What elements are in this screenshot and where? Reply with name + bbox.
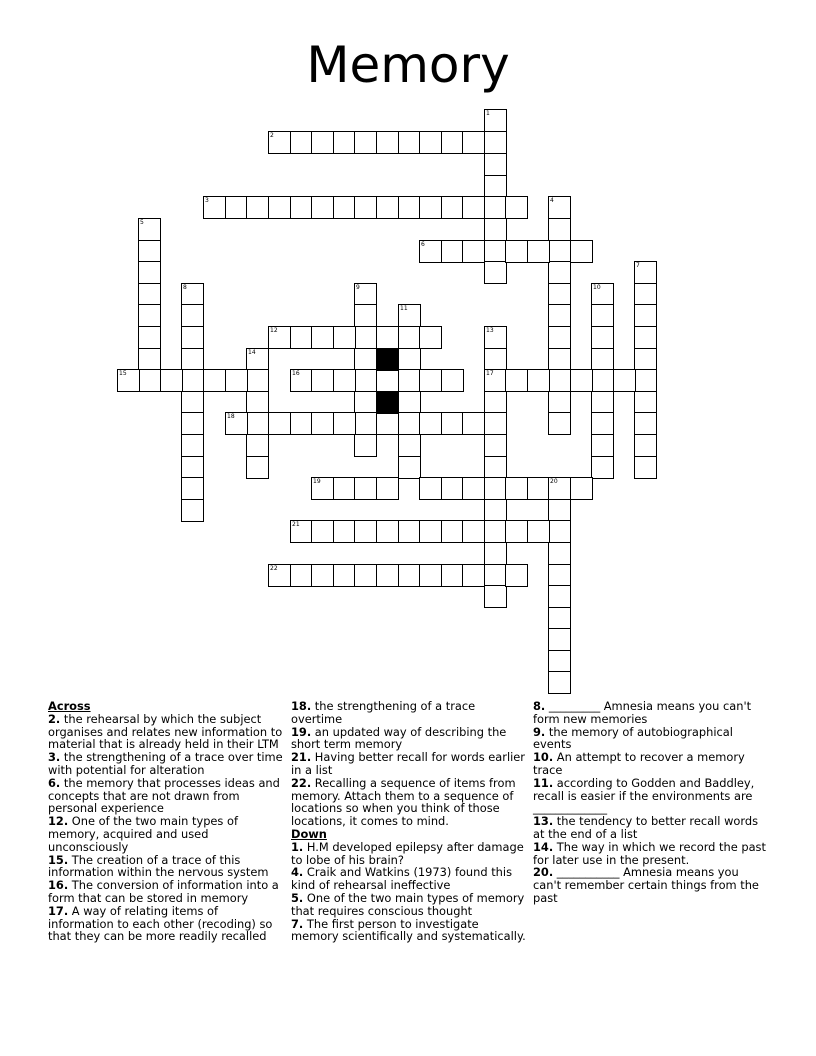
grid-cell[interactable] — [441, 369, 464, 392]
clue-number: 9 — [356, 284, 360, 291]
clue-number-label: 11. — [533, 775, 554, 790]
clue-item — [533, 700, 769, 726]
grid-cell[interactable] — [634, 283, 657, 306]
grid-cell[interactable] — [548, 520, 571, 543]
grid-cell[interactable] — [181, 348, 204, 371]
clue-number-label: 17. — [48, 903, 69, 918]
grid-cell[interactable] — [548, 671, 571, 694]
grid-cell[interactable] — [138, 326, 161, 349]
grid-cell[interactable] — [181, 499, 204, 522]
grid-cell[interactable] — [484, 456, 507, 479]
grid-cell[interactable] — [398, 131, 421, 154]
grid-cell[interactable] — [441, 240, 464, 263]
clue-text: the strengthening of a trace over time with potential for alteration — [48, 750, 283, 777]
grid-cell[interactable] — [181, 369, 204, 392]
clue-item — [48, 854, 284, 880]
grid-cell[interactable] — [484, 196, 507, 219]
grid-cell[interactable] — [181, 434, 204, 457]
grid-cell[interactable] — [419, 131, 442, 154]
clue-number: 2 — [270, 132, 274, 139]
down-clue-list — [291, 841, 527, 943]
grid-cell[interactable] — [138, 369, 161, 392]
grid-cell[interactable] — [290, 564, 313, 587]
grid-cell[interactable] — [311, 196, 334, 219]
clue-number-label: 12. — [48, 814, 69, 829]
grid-cell[interactable] — [333, 412, 356, 435]
grid-cell[interactable] — [138, 348, 161, 371]
grid-cell[interactable] — [484, 434, 507, 457]
clue-text: H.M developed epilepsy after damage to lobe of his brain? — [291, 839, 524, 867]
grid-cell[interactable] — [354, 304, 377, 327]
grid-cell[interactable] — [484, 520, 507, 543]
grid-cell[interactable] — [376, 131, 399, 154]
grid-cell[interactable] — [311, 564, 334, 587]
clue-number: 6 — [421, 241, 425, 248]
clue-number: 18 — [227, 413, 235, 420]
clue-text: according to Godden and Baddley, recall is easier if the environments are _____________ — [533, 775, 755, 816]
blocked-cell — [376, 348, 399, 371]
grid-cell[interactable] — [591, 456, 614, 479]
grid-cell[interactable] — [376, 412, 399, 435]
grid-cell[interactable] — [548, 304, 571, 327]
clue-text: Craik and Watkins (1973) found this kind of rehearsal ineffective — [291, 865, 513, 893]
clue-number: 8 — [183, 284, 187, 291]
grid-cell[interactable] — [484, 131, 507, 154]
grid-cell[interactable] — [591, 326, 614, 349]
grid-cell[interactable] — [484, 218, 507, 241]
clue-item — [291, 918, 527, 944]
grid-cell[interactable] — [634, 391, 657, 414]
clue-number: 5 — [140, 219, 144, 226]
grid-cell[interactable] — [548, 585, 571, 608]
grid-cell[interactable] — [419, 477, 442, 500]
clue-item — [291, 866, 527, 892]
grid-cell[interactable] — [591, 391, 614, 414]
grid-cell[interactable] — [441, 564, 464, 587]
clue-number-label: 5. — [291, 890, 304, 905]
grid-cell[interactable] — [591, 369, 614, 392]
grid-cell[interactable] — [160, 369, 183, 392]
grid-cell[interactable] — [613, 369, 636, 392]
grid-cell[interactable] — [419, 412, 442, 435]
clue-number-label: 2. — [48, 711, 61, 726]
clue-item — [291, 777, 527, 828]
grid-cell[interactable] — [548, 650, 571, 673]
grid-cell[interactable] — [290, 326, 313, 349]
clue-number-label: 4. — [291, 865, 304, 880]
grid-cell[interactable] — [138, 304, 161, 327]
grid-cell[interactable] — [311, 520, 334, 543]
grid-cell[interactable] — [398, 326, 421, 349]
across-heading: Across — [48, 699, 91, 713]
down-heading: Down — [291, 826, 327, 841]
grid-cell[interactable] — [354, 434, 377, 457]
grid-cell[interactable] — [268, 412, 291, 435]
grid-cell[interactable] — [181, 326, 204, 349]
grid-cell[interactable] — [505, 564, 528, 587]
clue-text: ___________ Amnesia means you can't remember certain things from the past — [533, 865, 759, 905]
grid-cell[interactable] — [548, 261, 571, 284]
grid-cell[interactable] — [527, 240, 550, 263]
grid-cell[interactable] — [548, 564, 571, 587]
clue-item — [291, 726, 527, 752]
clue-item — [48, 905, 284, 943]
grid-cell[interactable] — [484, 175, 507, 198]
grid-cell[interactable] — [181, 456, 204, 479]
grid-cell[interactable] — [591, 434, 614, 457]
grid-cell[interactable] — [570, 369, 593, 392]
grid-cell[interactable] — [462, 240, 485, 263]
grid-cell[interactable] — [441, 196, 464, 219]
grid-cell[interactable] — [634, 326, 657, 349]
clue-item — [533, 751, 769, 777]
grid-cell[interactable] — [246, 456, 269, 479]
grid-cell[interactable] — [398, 564, 421, 587]
grid-cell[interactable] — [462, 131, 485, 154]
clue-number: 7 — [636, 262, 640, 269]
blocked-cell — [376, 391, 399, 414]
grid-cell[interactable] — [246, 196, 269, 219]
grid-cell[interactable] — [419, 196, 442, 219]
grid-cell[interactable] — [311, 326, 334, 349]
grid-cell[interactable] — [203, 369, 226, 392]
grid-cell[interactable] — [484, 391, 507, 414]
grid-cell[interactable] — [462, 520, 485, 543]
clue-text: The conversion of information into a form that can be stored in memory — [48, 878, 279, 905]
grid-cell[interactable] — [311, 412, 334, 435]
clue-number: 14 — [248, 349, 256, 356]
clue-text: _________ Amnesia means you can't form new memories — [533, 699, 752, 726]
grid-cell[interactable] — [527, 520, 550, 543]
clue-number-label: 10. — [533, 750, 554, 765]
clue-number-label: 13. — [533, 814, 554, 829]
grid-cell[interactable] — [181, 477, 204, 500]
grid-cell[interactable] — [376, 564, 399, 587]
grid-cell[interactable] — [505, 520, 528, 543]
grid-cell[interactable] — [354, 369, 377, 392]
grid-cell[interactable] — [548, 499, 571, 522]
clue-number-label: 21. — [291, 750, 312, 765]
grid-cell[interactable] — [398, 520, 421, 543]
clue-number: 3 — [205, 197, 209, 204]
clue-text: the memory of autobiographical events — [533, 724, 733, 752]
page-title: Memory — [306, 36, 510, 94]
grid-cell[interactable] — [548, 369, 571, 392]
grid-cell[interactable] — [419, 520, 442, 543]
clue-item — [533, 841, 769, 867]
clue-number-label: 3. — [48, 750, 61, 765]
grid-cell[interactable] — [548, 391, 571, 414]
clues-column-2 — [291, 700, 527, 943]
grid-cell[interactable] — [548, 628, 571, 651]
grid-cell[interactable] — [138, 283, 161, 306]
clue-text: the tendency to better recall words at the end of a list — [533, 814, 759, 841]
grid-cell[interactable] — [634, 348, 657, 371]
grid-cell[interactable] — [376, 196, 399, 219]
clue-text: the strengthening of a trace overtime — [291, 699, 476, 726]
grid-cell[interactable] — [290, 131, 313, 154]
clue-item — [48, 879, 284, 905]
grid-cell[interactable] — [138, 261, 161, 284]
clue-number: 16 — [292, 370, 300, 377]
grid-cell[interactable] — [570, 240, 593, 263]
clue-item — [291, 841, 527, 867]
clue-item — [48, 751, 284, 777]
grid-cell[interactable] — [398, 196, 421, 219]
clue-text: Recalling a sequence of items from memory. Attach them to a sequence of locations so when you think of those locations, it comes to mind. — [291, 775, 516, 829]
grid-cell[interactable] — [398, 434, 421, 457]
grid-cell[interactable] — [548, 283, 571, 306]
clue-item — [533, 777, 769, 815]
grid-cell[interactable] — [398, 391, 421, 414]
grid-cell[interactable] — [441, 131, 464, 154]
clue-number: 10 — [593, 284, 601, 291]
clue-text: The way in which we record the past for later use in the present. — [533, 839, 766, 867]
grid-cell[interactable] — [311, 369, 334, 392]
clue-item — [291, 751, 527, 777]
grid-cell[interactable] — [527, 477, 550, 500]
clue-number-label: 7. — [291, 916, 304, 931]
grid-cell[interactable] — [181, 391, 204, 414]
grid-cell[interactable] — [484, 542, 507, 565]
grid-cell[interactable] — [290, 412, 313, 435]
clue-text: A way of relating items of information to each other (recoding) so that they can be more readily recalled — [48, 903, 273, 944]
clue-text: the rehearsal by which the subject organises and relates new information to material that is already held in their LTM — [48, 711, 283, 752]
grid-cell[interactable] — [398, 348, 421, 371]
down-clue-list-continued — [533, 700, 769, 905]
clue-number-label: 14. — [533, 839, 554, 854]
clue-number: 19 — [313, 478, 321, 485]
grid-cell[interactable] — [441, 412, 464, 435]
grid-cell[interactable] — [376, 520, 399, 543]
grid-cell[interactable] — [398, 369, 421, 392]
grid-cell[interactable] — [398, 412, 421, 435]
grid-cell[interactable] — [462, 196, 485, 219]
grid-cell[interactable] — [246, 434, 269, 457]
grid-cell[interactable] — [354, 564, 377, 587]
clue-text: The creation of a trace of this information within the nervous system — [48, 852, 269, 880]
grid-cell[interactable] — [246, 391, 269, 414]
clue-text: One of the two main types of memory, acquired and used unconsciously — [48, 814, 238, 854]
clue-text: Having better recall for words earlier in a list — [291, 750, 525, 777]
grid-cell[interactable] — [181, 304, 204, 327]
grid-cell[interactable] — [354, 348, 377, 371]
grid-cell[interactable] — [398, 456, 421, 479]
clue-item — [48, 777, 284, 815]
grid-cell[interactable] — [290, 196, 313, 219]
grid-cell[interactable] — [484, 477, 507, 500]
grid-cell[interactable] — [591, 348, 614, 371]
grid-cell[interactable] — [246, 369, 269, 392]
grid-cell[interactable] — [484, 499, 507, 522]
clue-item — [533, 866, 769, 904]
grid-cell[interactable] — [484, 564, 507, 587]
grid-cell[interactable] — [354, 131, 377, 154]
grid-cell[interactable] — [441, 477, 464, 500]
grid-cell[interactable] — [376, 326, 399, 349]
grid-cell[interactable] — [548, 412, 571, 435]
grid-cell[interactable] — [527, 369, 550, 392]
clue-number: 13 — [486, 327, 494, 334]
grid-cell[interactable] — [634, 369, 657, 392]
grid-cell[interactable] — [181, 412, 204, 435]
grid-cell[interactable] — [419, 564, 442, 587]
clue-number-label: 15. — [48, 852, 69, 867]
grid-cell[interactable] — [484, 261, 507, 284]
clue-text: the memory that processes ideas and concepts that are not drawn from personal experience — [48, 775, 280, 816]
grid-cell[interactable] — [462, 477, 485, 500]
grid-cell[interactable] — [354, 520, 377, 543]
grid-cell[interactable] — [634, 412, 657, 435]
clues-column-3 — [533, 700, 769, 905]
grid-cell[interactable] — [354, 196, 377, 219]
grid-cell[interactable] — [333, 131, 356, 154]
clue-text: An attempt to recover a memory trace — [533, 750, 745, 777]
grid-cell[interactable] — [484, 585, 507, 608]
grid-cell[interactable] — [354, 326, 377, 349]
grid-cell[interactable] — [548, 607, 571, 630]
grid-cell[interactable] — [548, 348, 571, 371]
clue-number-label: 20. — [533, 865, 554, 880]
clue-item — [291, 892, 527, 918]
grid-cell[interactable] — [354, 391, 377, 414]
grid-cell[interactable] — [333, 196, 356, 219]
grid-cell[interactable] — [505, 196, 528, 219]
grid-cell[interactable] — [376, 477, 399, 500]
grid-cell[interactable] — [333, 326, 356, 349]
clue-number: 21 — [292, 521, 300, 528]
clue-number: 15 — [119, 370, 127, 377]
clue-item — [291, 700, 527, 726]
grid-cell[interactable] — [354, 477, 377, 500]
clues-column-1 — [48, 700, 284, 943]
clue-number: 20 — [550, 478, 558, 485]
clue-number-label: 1. — [291, 839, 304, 854]
grid-cell[interactable] — [548, 326, 571, 349]
grid-cell[interactable] — [548, 542, 571, 565]
grid-cell[interactable] — [484, 412, 507, 435]
clue-text: an updated way of describing the short term memory — [291, 724, 507, 752]
grid-cell[interactable] — [441, 520, 464, 543]
clue-number-label: 18. — [291, 699, 312, 713]
clue-number: 17 — [486, 370, 494, 377]
grid-cell[interactable] — [138, 240, 161, 263]
clue-item — [533, 815, 769, 841]
clue-number: 11 — [400, 305, 408, 312]
clue-number-label: 8. — [533, 699, 546, 713]
across-clue-list-continued — [291, 700, 527, 828]
grid-cell[interactable] — [591, 304, 614, 327]
clue-item — [533, 726, 769, 752]
clue-text: One of the two main types of memory that requires conscious thought — [291, 890, 525, 918]
grid-cell[interactable] — [505, 477, 528, 500]
grid-cell[interactable] — [505, 240, 528, 263]
clue-item — [48, 815, 284, 853]
clue-number-label: 6. — [48, 775, 61, 790]
clue-number: 4 — [550, 197, 554, 204]
grid-cell[interactable] — [246, 412, 269, 435]
grid-cell[interactable] — [462, 564, 485, 587]
grid-cell[interactable] — [548, 218, 571, 241]
grid-cell[interactable] — [591, 412, 614, 435]
grid-cell[interactable] — [419, 326, 442, 349]
grid-cell[interactable] — [354, 412, 377, 435]
grid-cell[interactable] — [462, 412, 485, 435]
grid-cell[interactable] — [570, 477, 593, 500]
clue-number-label: 16. — [48, 878, 69, 893]
grid-cell[interactable] — [311, 131, 334, 154]
grid-cell[interactable] — [333, 477, 356, 500]
grid-cell[interactable] — [268, 196, 291, 219]
grid-cell[interactable] — [484, 348, 507, 371]
clue-number-label: 19. — [291, 724, 312, 739]
clue-item — [48, 713, 284, 751]
grid-cell[interactable] — [419, 369, 442, 392]
across-clue-list — [48, 713, 284, 943]
clue-number: 22 — [270, 565, 278, 572]
grid-cell[interactable] — [333, 520, 356, 543]
grid-cell[interactable] — [333, 369, 356, 392]
clue-number: 1 — [486, 110, 490, 117]
grid-cell[interactable] — [505, 369, 528, 392]
grid-cell[interactable] — [484, 153, 507, 176]
grid-cell[interactable] — [634, 456, 657, 479]
clue-number-label: 9. — [533, 724, 546, 739]
grid-cell[interactable] — [333, 564, 356, 587]
clue-number: 12 — [270, 327, 278, 334]
grid-cell[interactable] — [548, 240, 571, 263]
grid-cell[interactable] — [225, 369, 248, 392]
grid-cell[interactable] — [634, 304, 657, 327]
clue-text: The first person to investigate memory scientifically and systematically. — [291, 916, 526, 944]
clue-number-label: 22. — [291, 775, 312, 790]
grid-cell[interactable] — [484, 240, 507, 263]
grid-cell[interactable] — [225, 196, 248, 219]
grid-cell[interactable] — [634, 434, 657, 457]
